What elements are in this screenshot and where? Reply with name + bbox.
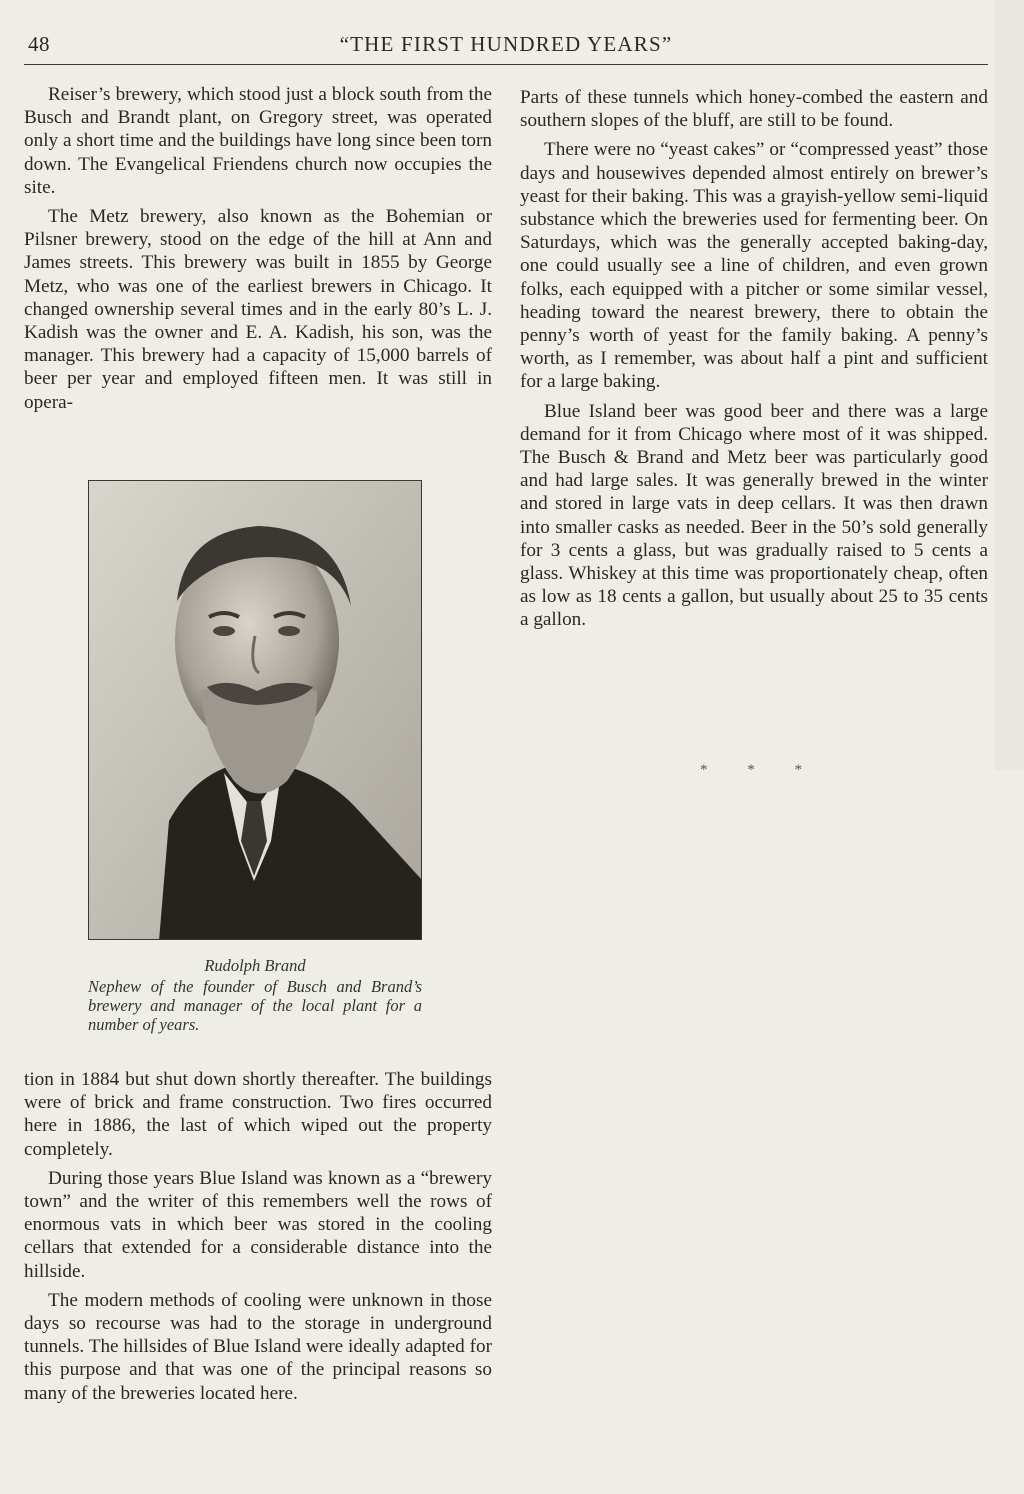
paragraph: During those years Blue Island was known as a “brewery town” and the writer of this remembers well the rows of enormous vats in which beer was stored in the cooling cellars that extended for a considerable distance into the hillside. xyxy=(24,1167,492,1282)
photo-caption xyxy=(88,956,422,1034)
portrait-illustration xyxy=(89,481,422,940)
left-column-bottom xyxy=(24,1068,492,1411)
caption-description: Nephew of the founder of Busch and Brand’s brewery and manager of the local plant for a number of years. xyxy=(88,977,422,1034)
paragraph: The Metz brewery, also known as the Bohemian or Pilsner brewery, stood on the edge of the hill at Ann and James streets. This brewery was built in 1855 by George Metz, who was one of the earliest brewers in Chicago. It changed ownership several times and in the early 80’s L. J. Kadish was the owner and E. A. Kadish, his son, was the manager. This brewery had a capacity of 15,000 barrels of beer per year and employed fifteen men. It was still in opera- xyxy=(24,206,492,413)
page-number: 48 xyxy=(28,32,50,56)
section-break: * * * xyxy=(700,762,820,778)
paragraph: Reiser’s brewery, which stood just a block south from the Busch and Brandt plant, on Gregory street, was operated only a short time and the buildings have long since been torn down. The Evangelical Friendens church now occupies the site. xyxy=(24,84,492,198)
portrait-photo xyxy=(88,480,422,940)
right-column xyxy=(520,86,988,638)
page-header xyxy=(24,30,988,65)
paragraph: The modern methods of cooling were unknown in those days so recourse was had to the storage in underground tunnels. The hillsides of Blue Island were ideally adapted for this purpose and that was one of the principal reasons so many of the breweries located here. xyxy=(24,1289,492,1404)
left-column-top xyxy=(24,83,492,420)
running-head: “THE FIRST HUNDRED YEARS” xyxy=(339,32,673,56)
page-edge-shadow xyxy=(995,0,1024,770)
paragraph: There were no “yeast cakes” or “compressed yeast” those days and housewives depended almost entirely on brewer’s yeast for their baking. This was a grayish-yellow semi-liquid substance which the breweries used for fermenting beer. On Saturdays, which was the generally accepted baking-day, one could usually see a line of children, and even grown folks, each equipped with a pitcher or some similar vessel, heading toward the nearest brewery, there to obtain the penny’s worth of yeast for the family baking. A penny’s worth, as I remember, was about half a pint and sufficient for a large baking. xyxy=(520,139,988,393)
caption-name: Rudolph Brand xyxy=(204,956,306,975)
paragraph: Blue Island beer was good beer and there was a large demand for it from Chicago where most of it was shipped. The Busch & Brand and Metz beer was particularly good and had large sales. It was generally brewed in the winter and stored in large vats in deep cellars. It was then drawn into smaller casks as needed. Beer in the 50’s sold generally for 3 cents a glass, but was gradually raised to 5 cents a glass. Whiskey at this time was proportionately cheap, often as low as 18 cents a gallon, but usually about 25 to 35 cents a gallon. xyxy=(520,400,988,631)
paragraph: Parts of these tunnels which honey-combed the eastern and southern slopes of the bluff, are still to be found. xyxy=(520,87,988,132)
paragraph: tion in 1884 but shut down shortly thereafter. The buildings were of brick and frame construction. Two fires occurred here in 1886, the last of which wiped out the property completely. xyxy=(24,1069,492,1160)
